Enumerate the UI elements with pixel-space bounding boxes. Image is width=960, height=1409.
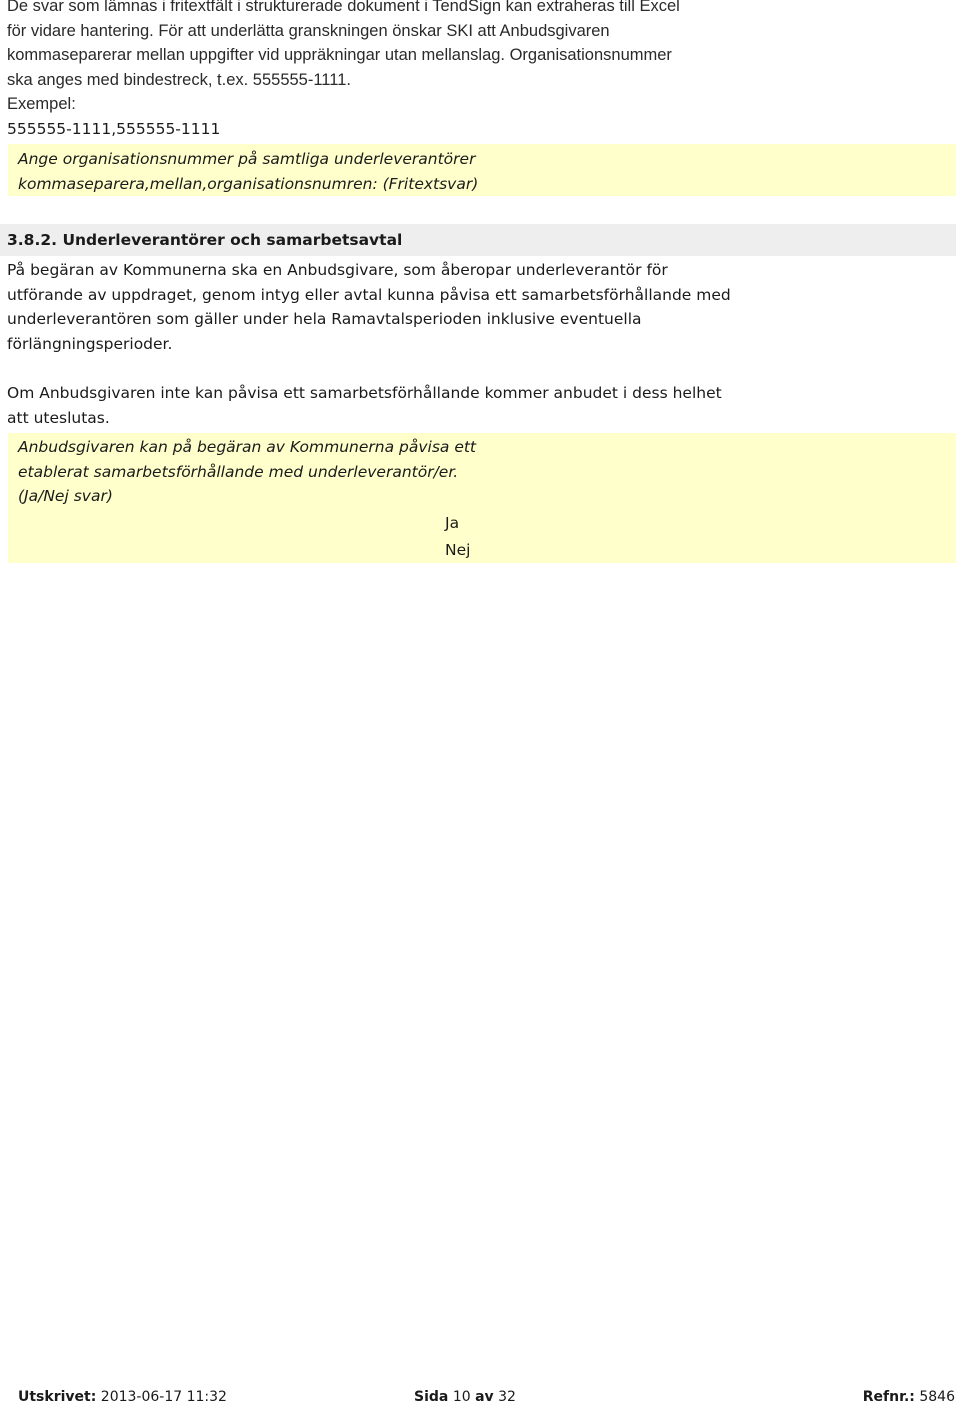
paragraph-line: underleverantören som gäller under hela Ramavtalsperioden inklusive eventuella [7, 310, 642, 329]
option-yes[interactable]: Ja [445, 514, 460, 532]
question-text [18, 435, 476, 509]
intro-line: kommaseparerar mellan uppgifter vid uppräkningar utan mellanslag. Organisationsnummer [7, 46, 672, 64]
question-box-org-numbers [8, 144, 956, 196]
printed-date [18, 1385, 227, 1409]
paragraph-subcontractor-requirement [7, 258, 907, 357]
question-line: Ange organisationsnummer på samtliga underleverantörer [18, 150, 476, 168]
question-line: (Ja/Nej svar) [18, 487, 113, 505]
page-current: 10 [452, 1389, 471, 1405]
intro-line: Exempel: [7, 95, 76, 113]
paragraph-line: På begäran av Kommunerna ska en Anbudsgivare, som åberopar underleverantör för [7, 261, 668, 279]
page-label: Sida [414, 1389, 449, 1405]
question-line: Anbudsgivaren kan på begäran av Kommunerna påvisa ett [18, 438, 477, 456]
paragraph-line: att uteslutas. [7, 408, 110, 427]
intro-line: för vidare hantering. För att underlätta granskningen önskar SKI att Anbudsgivaren [7, 21, 610, 40]
paragraph-line: utförande av uppdraget, genom intyg eller avtal kunna påvisa ett samarbetsförhållande med [7, 285, 731, 304]
paragraph-line: förlängningsperioder. [7, 335, 173, 354]
page-of: av [475, 1389, 494, 1405]
ref-label: Refnr.: [862, 1389, 915, 1405]
question-text [18, 147, 478, 196]
section-title [7, 228, 402, 252]
question-line: etablerat samarbetsförhållande med underleverantör/er. [18, 462, 459, 481]
printed-value: 2013-06-17 11:32 [100, 1389, 227, 1405]
ref-value: 5846 [919, 1389, 955, 1405]
reference-number [863, 1385, 955, 1409]
section-heading: Underleverantörer och samarbetsavtal [62, 231, 403, 249]
intro-text [7, 0, 907, 117]
answer-options [445, 510, 470, 564]
section-number: 3.8.2. [7, 231, 58, 249]
page-total: 32 [498, 1389, 516, 1405]
intro-line: De svar som lämnas i fritextfält i strukturerade dokument i TendSign kan extraheras till Excel [7, 0, 680, 15]
printed-label: Utskrivet: [18, 1389, 97, 1405]
question-box-cooperation [8, 433, 956, 563]
option-no[interactable]: Nej [445, 541, 471, 559]
section-header [0, 224, 956, 256]
example-value: 555555-1111,555555-1111 [7, 120, 221, 138]
question-line: kommaseparera,mellan,organisationsnumren: (Fritextsvar) [18, 174, 479, 193]
paragraph-line: Om Anbudsgivaren inte kan påvisa ett samarbetsförhållande kommer anbudet i dess helhet [7, 384, 722, 402]
intro-line: ska anges med bindestreck, t.ex. 555555-1111. [7, 70, 351, 89]
page-number [414, 1385, 516, 1409]
page-footer [0, 1385, 960, 1409]
paragraph-exclusion [7, 381, 907, 430]
